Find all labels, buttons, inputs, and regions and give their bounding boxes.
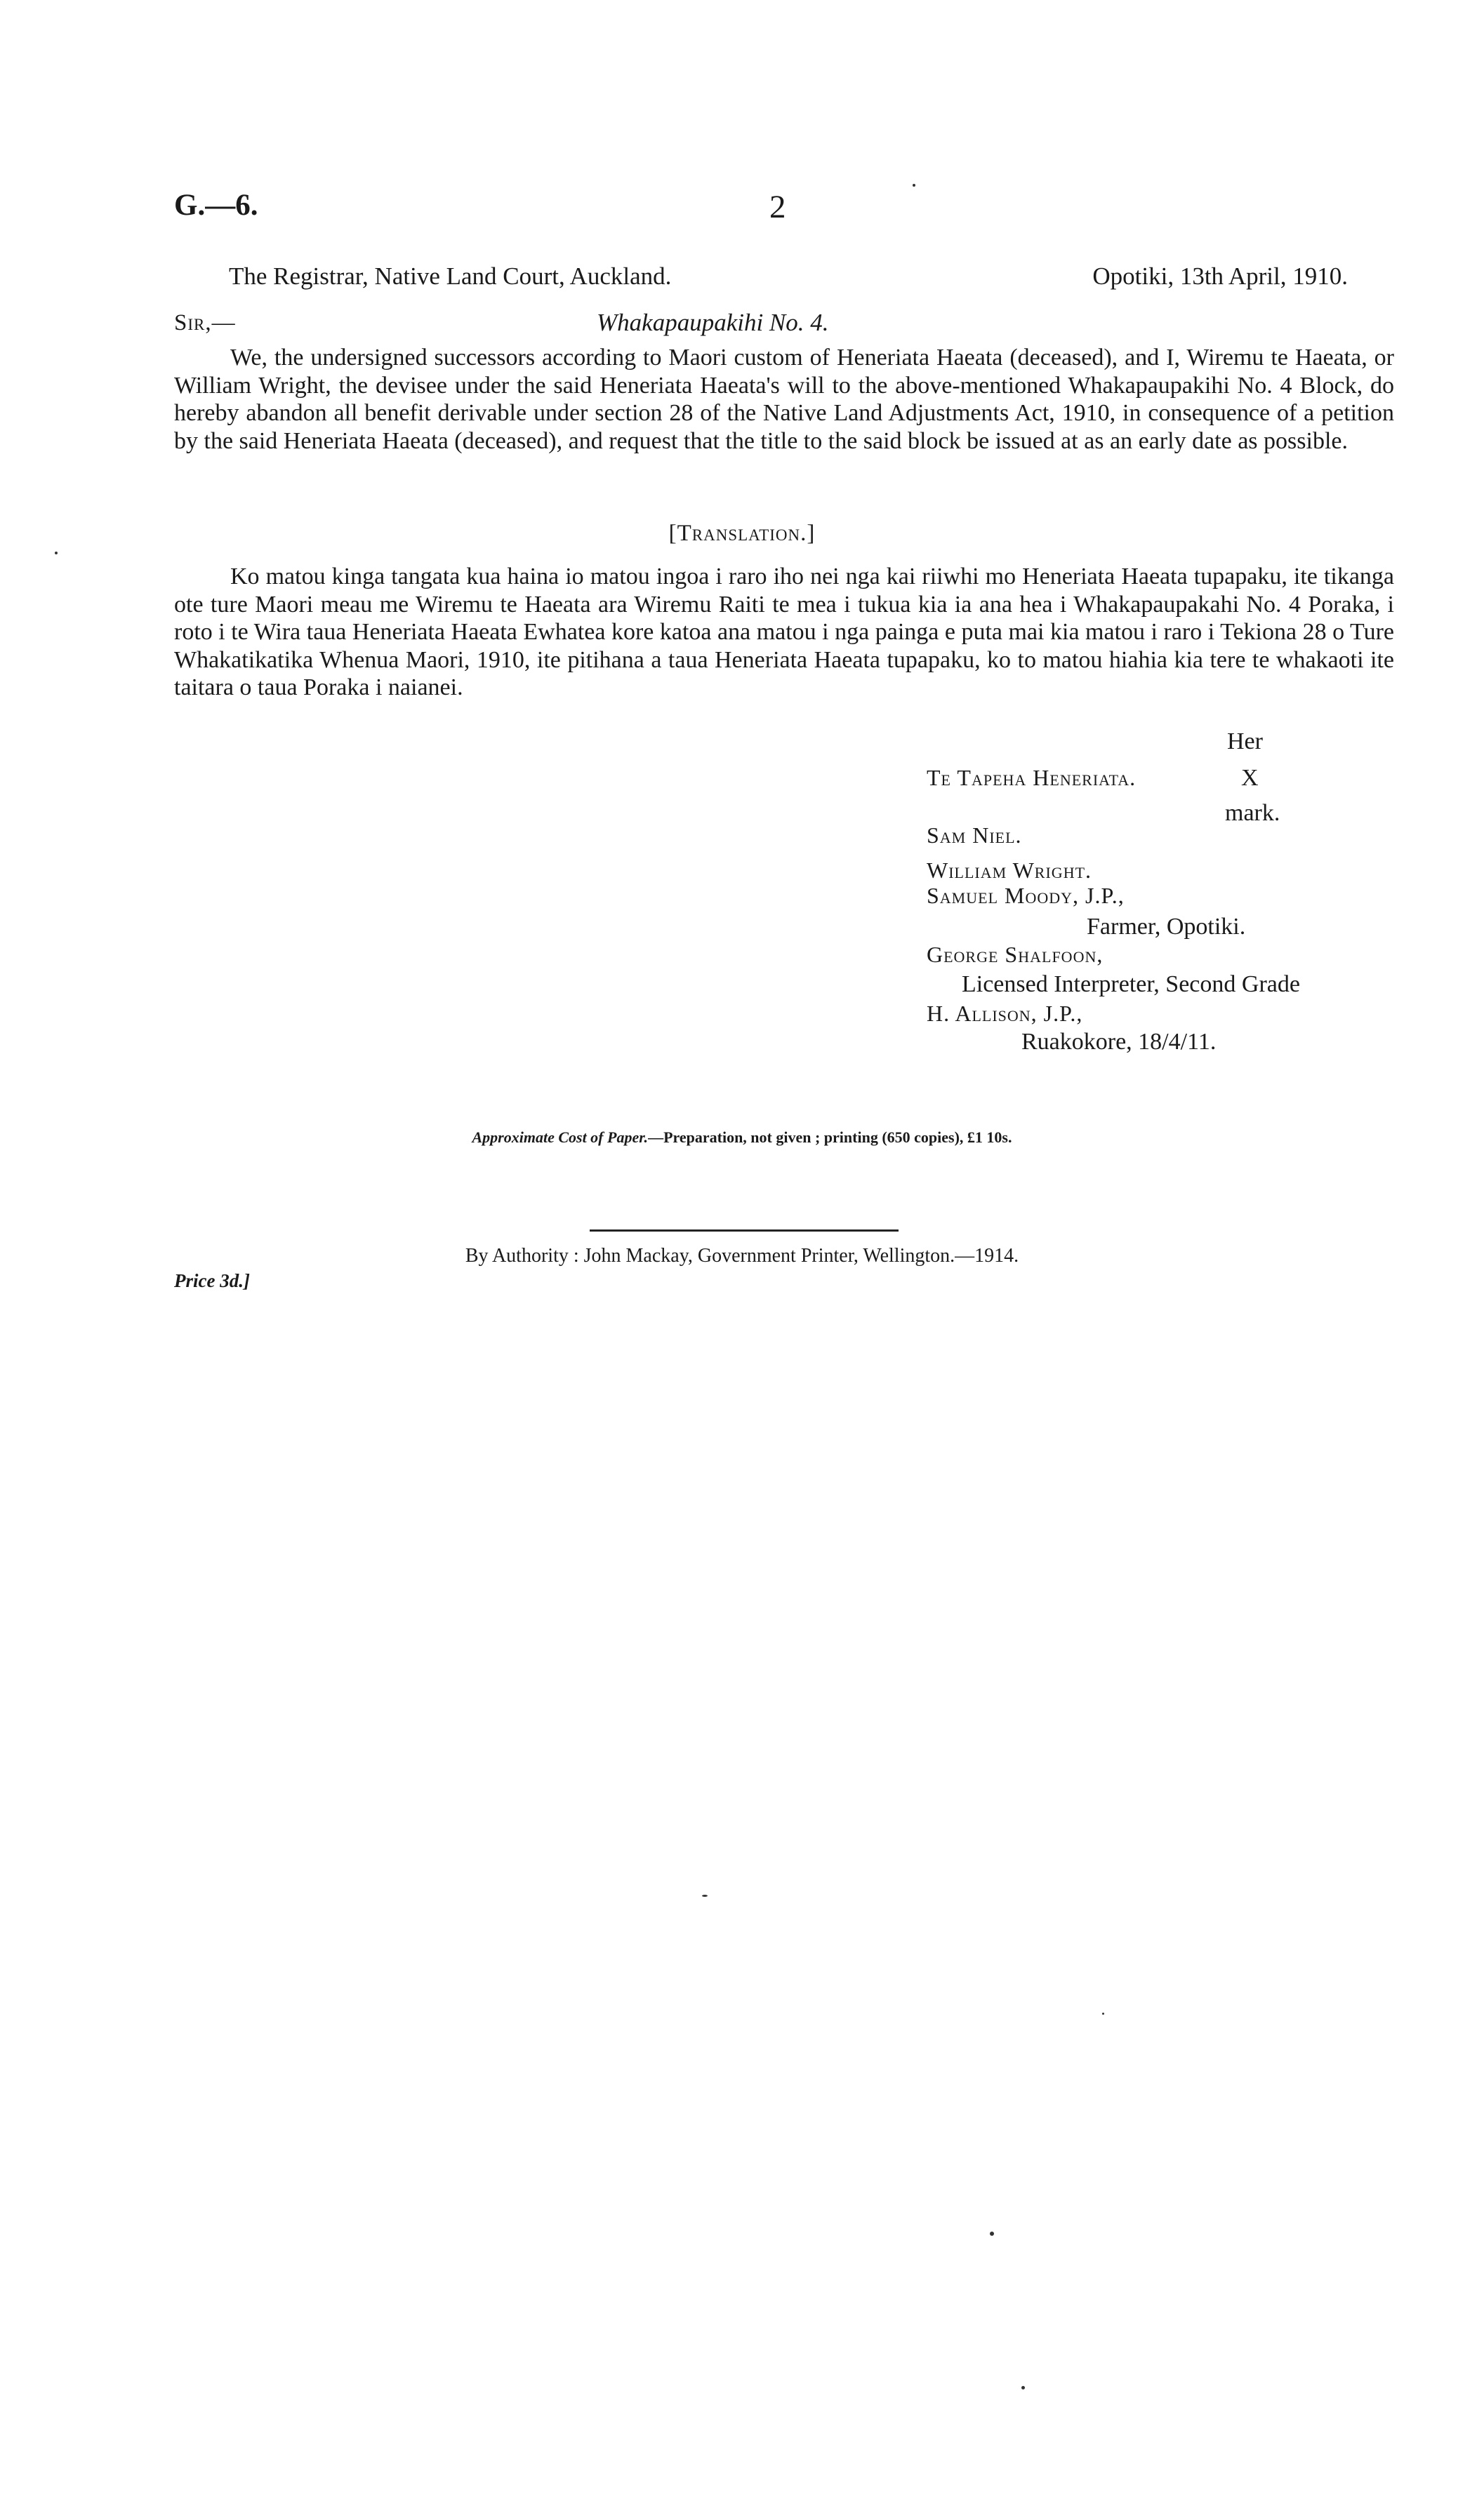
footer-rule [590,1229,899,1232]
signature-allison: H. Allison, J.P., [927,1001,1083,1026]
her-label: Her [1227,728,1263,754]
price-label: Price 3d.] [174,1270,250,1291]
maori-paragraph: Ko matou kinga tangata kua haina io matou ingoa i raro iho nei nga kai riiwhi mo Heneriata Haeata tupapaku, ite tikanga ote ture Maori meau me Wiremu te Haeata ara Wiremu Raiti te mea i tukua kia ia ana hea i Whakapaupakahi No. 4 Poraka, i roto i te Wira taua Heneriata Haeata Ewhatea kore katoa ana matou i nga painga e puta mai kia matou i raro i Tekiona 28 o Ture Whakatikatika Whenua Maori, 1910, ite pitihana a taua Heneriata Haeata tupapaku, ko to matou hiahia kia tere te whakaoti ite taitara o taua Poraka i naianei. [174,564,1394,700]
printer-authority: By Authority : John Mackay, Government Printer, Wellington.—1914. [465,1245,1019,1267]
x-mark: X [1241,765,1259,791]
print-speck [913,184,915,187]
signature-samuel-moody: Samuel Moody, J.P., [927,883,1125,908]
translation-heading: [Translation.] [668,521,816,546]
print-speck [702,1895,708,1897]
cost-text: —Preparation, not given ; printing (650 copies), £1 10s. [648,1128,1012,1146]
place-date: Opotiki, 13th April, 1910. [1092,262,1348,290]
signature-george-shalfoon: George Shalfoon, [927,942,1104,967]
mark-label: mark. [1225,800,1280,826]
addressee: The Registrar, Native Land Court, Auckland. [229,262,672,290]
english-paragraph: We, the undersigned successors according to Maori custom of Heneriata Haeata (deceased), and I, Wiremu te Haeata, or William Wright, the devisee under the said Heneriata Haeata's will to the above-mentioned Whakapaupakihi No. 4 Block, do hereby abandon all benefit derivable under section 28 of the Native Land Adjustments Act, 1910, in consequence of a petition by the said Heneriata Haeata (deceased), and request that the title to the said block be issued at as an early date as possible. [174,345,1394,454]
print-speck [55,552,58,554]
salutation: Sir,— [174,310,236,335]
cost-of-paper [0,1128,1484,1147]
signature-tapeha: Te Tapeha Heneriata. [927,765,1137,790]
subject-line: Whakapaupakihi No. 4. [597,309,829,336]
samuel-moody-description: Farmer, Opotiki. [1087,914,1246,940]
print-speck [1021,2386,1025,2389]
signature-sam-niel: Sam Niel. [927,822,1022,848]
cost-label: Approximate Cost of Paper. [472,1128,649,1146]
document-id: G.—6. [174,189,258,222]
signature-william-wright: William Wright. [927,858,1092,883]
allison-description: Ruakokore, 18/4/11. [1021,1029,1217,1055]
print-speck [1102,2013,1104,2015]
print-speck [990,2232,994,2236]
page-number: 2 [769,189,786,225]
george-shalfoon-description: Licensed Interpreter, Second Grade [962,971,1300,997]
